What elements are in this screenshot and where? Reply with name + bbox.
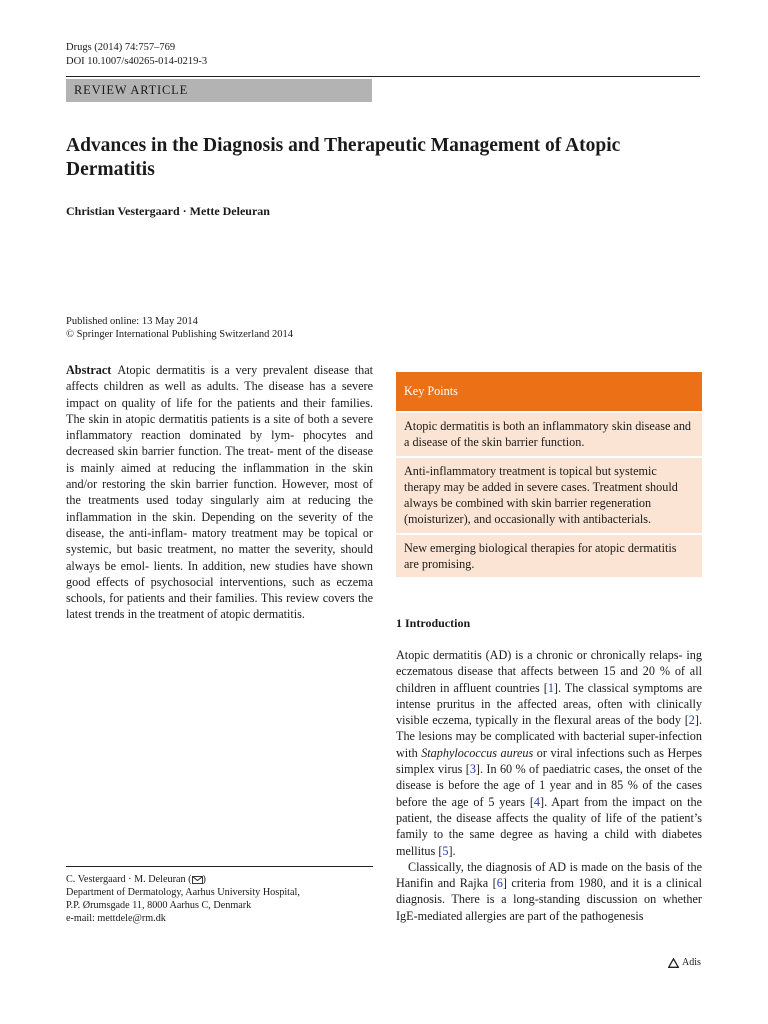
journal-reference: Drugs (2014) 74:757–769: [66, 42, 176, 53]
citation-link[interactable]: 2: [688, 713, 695, 728]
paragraph: Classically, the diagnosis of AD is made on the basis of the Hanifin and Rajka [6] criteria from 1980, and it is a clinical diagnosis. There is a long-standing discussion on whether IgE-mediated allergies are part of the pathogenesis: [396, 859, 702, 923]
publisher-logo: [668, 957, 701, 968]
key-point-item: Anti-inflammatory treatment is topical but systemic therapy may be added in severe cases. Treatment should always be combined with skin barrier regeneration (moisturizer), and occasionally with antibacterials.: [396, 458, 702, 533]
author-email[interactable]: e-mail: mettdele@rm.dk: [66, 913, 166, 924]
footnote-rule: [66, 866, 373, 867]
citation-link[interactable]: 5: [442, 843, 449, 858]
author-affiliation: [66, 873, 300, 925]
header-rule: [66, 76, 700, 77]
publisher-name: Adis: [682, 957, 701, 968]
article-title: Advances in the Diagnosis and Therapeutic Management of Atopic Dermatitis: [66, 135, 621, 180]
species-name: Staphylococcus aureus: [421, 745, 534, 760]
authors: Christian Vestergaard · Mette Deleuran: [66, 204, 270, 218]
citation-link[interactable]: 4: [533, 794, 541, 809]
citation-link[interactable]: 3: [469, 762, 476, 777]
citation-link[interactable]: 1: [547, 680, 554, 695]
abstract: [66, 362, 373, 623]
key-points-box: [396, 372, 702, 577]
affiliation-authors: C. Vestergaard · M. Deleuran ( ): [66, 874, 206, 885]
article-type-label: REVIEW ARTICLE: [74, 83, 189, 97]
abstract-text: Atopic dermatitis is a very prevalent disease that affects children as well as adults. The disease has a severe impact on quality of life for the patients and their families. The skin in atopic dermatitis patients is a site of both a severe inflammatory reaction dominated by lym- phocytes and decreased skin barrier function. The treat- ment of the disease is mainly aimed at reducing the inflammation in the skin and/or restoring the skin barrier function. However, most of the treatments used today singularly aim at reducing the inflammation in the skin. Depending on the severity of the disease, the anti-inflam- matory treatment may be topical or systemic, but basic treatment, no matter the severity, should always be emol- lients. In addition, new studies have shown good effects of psychosocial interventions, such as eczema schools, for patients and their families. This review covers the latest trends in the treatment of atopic dermatitis.: [66, 363, 373, 622]
key-points-heading: Key Points: [396, 372, 702, 411]
doi[interactable]: DOI 10.1007/s40265-014-0219-3: [66, 56, 208, 67]
affiliation-department: Department of Dermatology, Aarhus University Hospital,: [66, 887, 300, 898]
abstract-label: Abstract: [66, 363, 112, 377]
adis-triangle-icon: [668, 958, 679, 968]
article-type-banner: [66, 79, 372, 102]
paragraph: Atopic dermatitis (AD) is a chronic or chronically relaps- ing eczematous disease that affects between 15 and 20 % of all children in affluent countries [1]. The classical symptoms are intense pruritus in the affected areas, often with clinically visible eczema, typically in the flexural areas of the body [2]. The lesions may be complicated with bacterial super-infection with Staphylococcus aureus or viral infections such as Herpes simplex virus [3]. In 60 % of paediatric cases, the onset of the disease is before the age of 1 year and in 85 % of the cases before the age of 5 years [4]. Apart from the impact on the patient, the disease affects the quality of life of the patient’s family to the same degree as having a child with diabetes mellitus [5].: [396, 648, 702, 858]
key-point-item: Atopic dermatitis is both an inflammatory skin disease and a disease of the skin barrier function.: [396, 413, 702, 456]
citation-link[interactable]: 6: [496, 876, 503, 891]
affiliation-address: P.P. Ørumsgade 11, 8000 Aarhus C, Denmark: [66, 900, 252, 911]
copyright: © Springer International Publishing Switzerland 2014: [66, 329, 293, 340]
introduction-body: [396, 647, 702, 924]
key-point-item: New emerging biological therapies for atopic dermatitis are promising.: [396, 535, 702, 578]
envelope-icon: [192, 876, 203, 884]
published-date: Published online: 13 May 2014: [66, 316, 198, 327]
section-heading-introduction: 1 Introduction: [396, 616, 471, 630]
